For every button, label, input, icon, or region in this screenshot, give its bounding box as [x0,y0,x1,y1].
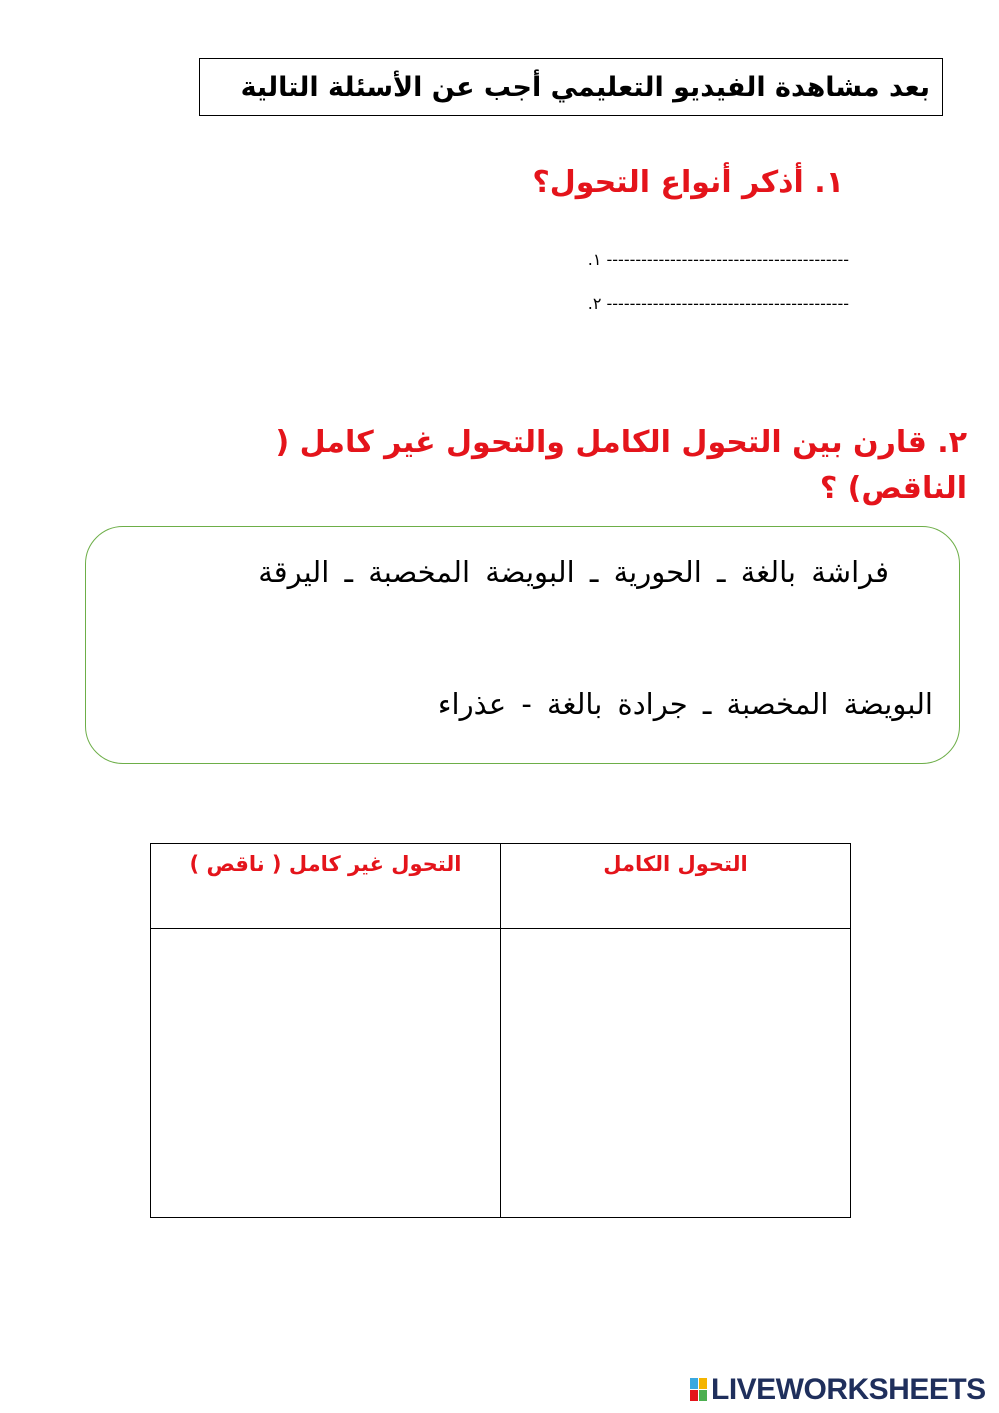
answer-line-2[interactable]: .٢ ------------------------------------------ [587,294,849,313]
word-bank-row-2[interactable]: البويضة المخصبة ـ جرادة بالغة - عذراء [437,687,933,721]
liveworksheets-logo-text: LIVEWORKSHEETS [711,1373,986,1406]
table-answer-row [151,929,851,1218]
liveworksheets-logo-icon [690,1378,708,1402]
header-incomplete-metamorphosis: التحول غير كامل ( ناقص ) [151,844,501,929]
table-header-row [151,844,851,929]
instructions-title: بعد مشاهدة الفيديو التعليمي أجب عن الأسئلة التالية [240,71,930,103]
word-bank-box [85,526,960,764]
question-1-title: ١. أذكر أنواع التحول؟ [532,165,844,200]
answer-line-1[interactable]: .١ ------------------------------------------ [587,250,849,269]
instructions-box [199,58,943,116]
answer-cell-incomplete[interactable] [151,929,501,1218]
header-complete-metamorphosis: التحول الكامل [501,844,851,929]
question-2-title: ٢. قارن بين التحول الكامل والتحول غير كامل ( الناقص) ؟ [275,425,967,506]
answer-cell-complete[interactable] [501,929,851,1218]
comparison-table [150,843,851,1218]
liveworksheets-logo [690,1372,986,1408]
word-bank-row-1[interactable]: فراشة بالغة ـ الحورية ـ البويضة المخصبة ـ اليرقة [258,555,889,589]
